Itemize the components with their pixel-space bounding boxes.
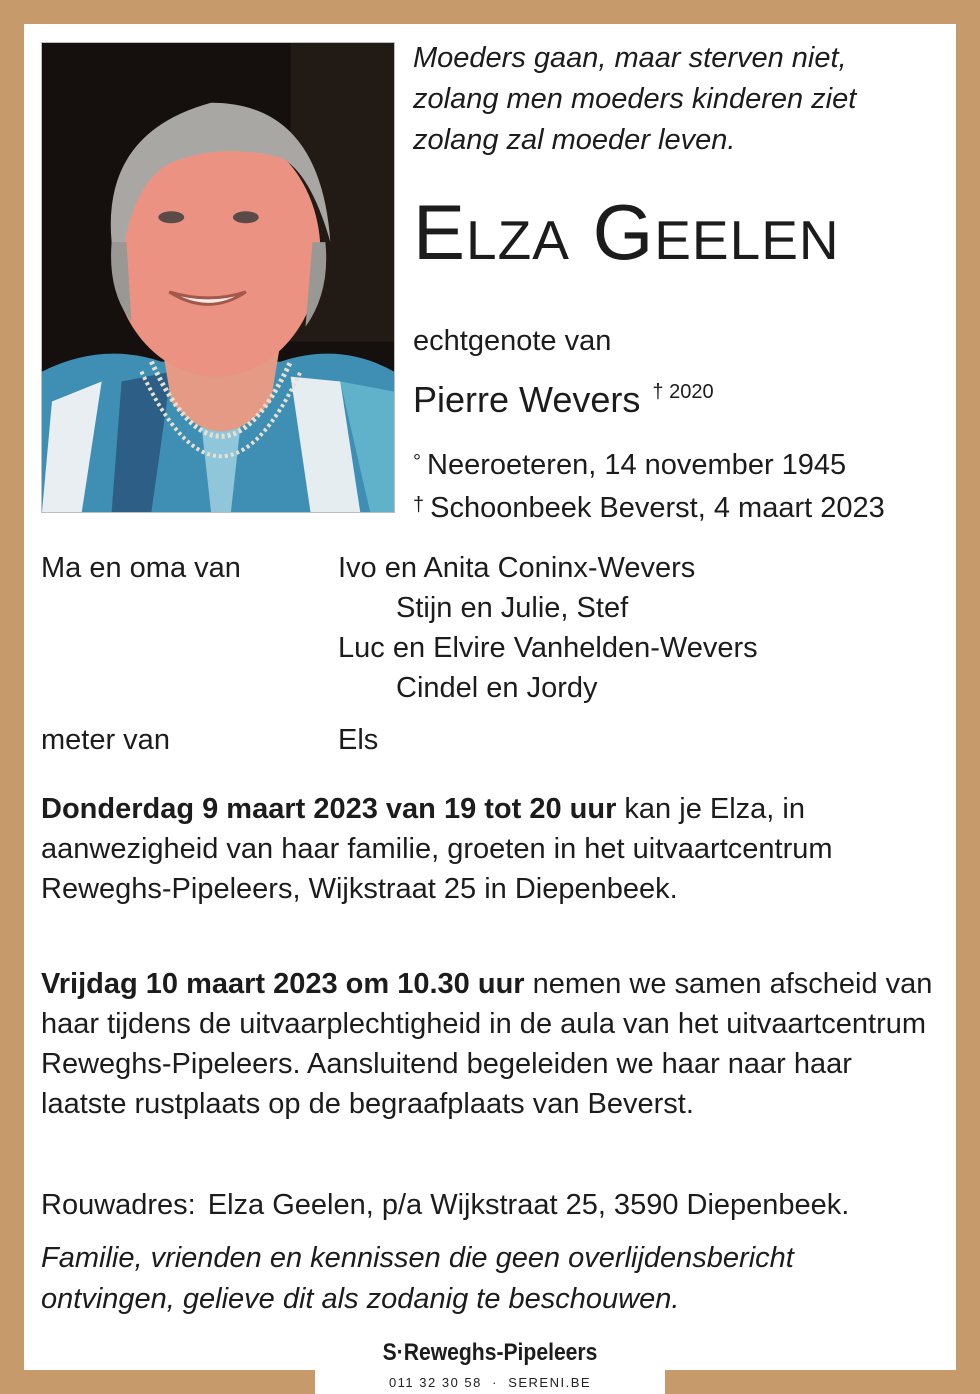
visitation-paragraph (41, 789, 936, 909)
family-member: Luc en Elvire Vanhelden-Wevers (338, 632, 758, 664)
portrait-illustration (42, 43, 394, 512)
portrait-photo (41, 42, 395, 513)
separator: · (492, 1375, 498, 1390)
family-member: Stijn en Julie, Stef (396, 592, 629, 624)
children-label: Ma en oma van (41, 552, 241, 584)
spouse-name: Pierre Wevers (413, 379, 641, 420)
deceased-name: Elza Geelen (413, 188, 840, 276)
mourning-address (41, 1185, 849, 1225)
life-dates (413, 442, 885, 528)
spouse-label: echtgenote van (413, 325, 612, 357)
funeral-home-footer (315, 1333, 665, 1394)
funeral-text: nemen we samen afscheid van haar tijdens de uitvaarplechtigheid in de aula van het uitvaartcentrum Reweghs-Pipeleers. Aansluitend begeleiden we haar naar haar laatste rustplaats op de begraafplaats van Beverst. (41, 968, 933, 1120)
website: SERENI.BE (508, 1375, 592, 1390)
birth-symbol-icon: ° (413, 451, 421, 473)
poem-line: zolang zal moeder leven. (413, 124, 736, 156)
visitation-datetime: Donderdag 9 maart 2023 van 19 tot 20 uur (41, 793, 617, 825)
death-date: Schoonbeek Beverst, 4 maart 2023 (430, 492, 885, 524)
poem (413, 38, 856, 161)
visitation-text: kan je Elza, in aanwezigheid van haar familie, groeten in het uitvaartcentrum Reweghs-Pipeleers, Wijkstraat 25 in Diepenbeek. (41, 793, 833, 905)
funeral-datetime: Vrijdag 10 maart 2023 om 10.30 uur (41, 968, 525, 1000)
funeral-home-contact (315, 1375, 665, 1390)
poem-line: Moeders gaan, maar sterven niet, (413, 42, 847, 74)
cross-icon: † (413, 494, 425, 516)
poem-line: zolang men moeders kinderen ziet (413, 83, 857, 115)
spouse-death-year: 2020 (669, 381, 714, 403)
death-line (413, 485, 885, 528)
cross-icon: † (652, 381, 664, 403)
godchild-label: meter van (41, 724, 170, 756)
godchild-name: Els (338, 724, 379, 756)
address-value: Elza Geelen, p/a Wijkstraat 25, 3590 Diepenbeek. (207, 1189, 850, 1221)
funeral-home-logo: S·Reweghs-Pipeleers (382, 1339, 598, 1366)
family-member: Cindel en Jordy (396, 672, 598, 704)
address-label: Rouwadres: (41, 1189, 196, 1221)
phone-number: 011 32 30 58 (388, 1375, 482, 1390)
spouse-line (413, 370, 714, 422)
family-member: Ivo en Anita Coninx-Wevers (338, 552, 696, 584)
funeral-paragraph (41, 964, 936, 1124)
notice-text: Familie, vrienden en kennissen die geen overlijdensbericht ontvingen, gelieve dit als zodanig te beschouwen. (41, 1242, 794, 1315)
spouse-death-mark (652, 381, 713, 403)
birth-line (413, 442, 885, 485)
birth-date: Neeroeteren, 14 november 1945 (427, 449, 847, 481)
